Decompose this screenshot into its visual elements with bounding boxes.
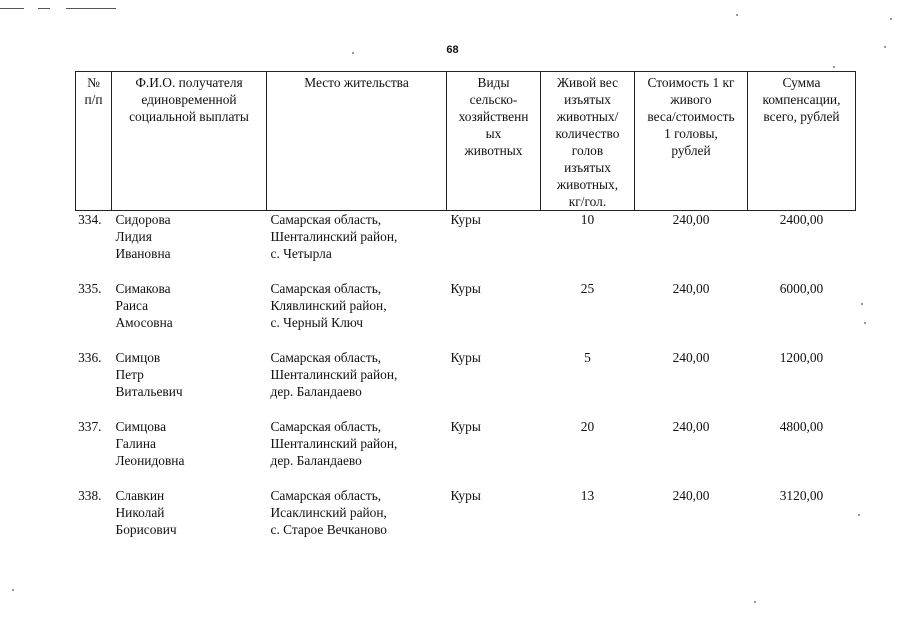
animal-type: Куры bbox=[450, 212, 481, 227]
scan-speck bbox=[861, 303, 863, 305]
recipient-name: Симакова Раиса Амосовна bbox=[115, 280, 173, 330]
animal-type: Куры bbox=[450, 418, 481, 434]
compensation-table-wrap bbox=[75, 71, 856, 556]
animal-quantity: 13 bbox=[580, 487, 595, 503]
total-compensation: 1200,00 bbox=[779, 349, 824, 365]
recipient-name: Симцова Галина Леонидовна bbox=[115, 418, 185, 468]
row-number: 334. bbox=[78, 212, 102, 227]
header-recipient-name-label: Ф.И.О. получателя единовременной социальной выплаты bbox=[129, 75, 249, 124]
total-compensation: 2400,00 bbox=[779, 212, 824, 227]
unit-price: 240,00 bbox=[672, 280, 710, 296]
unit-price: 240,00 bbox=[672, 418, 710, 434]
header-recipient-name bbox=[112, 72, 267, 211]
header-residence bbox=[267, 72, 447, 211]
scan-mark-line bbox=[0, 8, 24, 9]
residence: Самарская область, Шенталинский район, дер. Баландаево bbox=[270, 418, 398, 468]
unit-price: 240,00 bbox=[672, 487, 710, 503]
table-row bbox=[76, 280, 856, 349]
total-compensation: 6000,00 bbox=[779, 280, 824, 296]
header-quantity-label: Живой вес изъятых животных/ количество голов изъятых животных, кг/гол. bbox=[555, 75, 620, 209]
row-number: 338. bbox=[78, 487, 102, 503]
total-compensation: 4800,00 bbox=[779, 418, 824, 434]
total-compensation: 3120,00 bbox=[779, 487, 824, 503]
header-total bbox=[748, 72, 856, 211]
header-number bbox=[76, 72, 112, 211]
residence: Самарская область, Исаклинский район, с. Старое Вечканово bbox=[270, 487, 388, 537]
table-row bbox=[76, 349, 856, 418]
scan-speck bbox=[833, 66, 835, 68]
header-animal-type bbox=[447, 72, 541, 211]
header-unit-price bbox=[635, 72, 748, 211]
page-number bbox=[0, 44, 905, 56]
row-number: 336. bbox=[78, 349, 102, 365]
animal-type: Куры bbox=[450, 487, 481, 503]
header-number-label: № п/п bbox=[84, 75, 103, 107]
table-row bbox=[76, 211, 856, 280]
unit-price: 240,00 bbox=[672, 212, 710, 227]
scan-speck bbox=[736, 14, 738, 16]
scan-speck bbox=[12, 589, 14, 591]
unit-price: 240,00 bbox=[672, 349, 710, 365]
residence: Самарская область, Шенталинский район, с. Четырла bbox=[270, 212, 398, 261]
header-total-label: Сумма компенсации, всего, рублей bbox=[762, 75, 841, 124]
residence: Самарская область, Шенталинский район, дер. Баландаево bbox=[270, 349, 398, 399]
animal-type: Куры bbox=[450, 280, 481, 296]
residence: Самарская область, Клявлинский район, с. Черный Ключ bbox=[270, 280, 387, 330]
table-row bbox=[76, 487, 856, 556]
animal-quantity: 10 bbox=[580, 212, 595, 227]
animal-type: Куры bbox=[450, 349, 481, 365]
header-quantity bbox=[541, 72, 635, 211]
table-header-row bbox=[76, 72, 856, 211]
header-residence-label: Место жительства bbox=[304, 75, 409, 90]
header-unit-price-label: Стоимость 1 кг живого веса/стоимость 1 головы, рублей bbox=[647, 75, 735, 158]
recipient-name: Симцов Петр Витальевич bbox=[115, 349, 183, 399]
scan-speck bbox=[858, 514, 860, 516]
scan-speck bbox=[754, 601, 756, 603]
recipient-name: Сидорова Лидия Ивановна bbox=[115, 212, 171, 261]
recipient-name: Славкин Николай Борисович bbox=[115, 487, 177, 537]
row-number: 335. bbox=[78, 280, 102, 296]
animal-quantity: 5 bbox=[584, 349, 591, 365]
animal-quantity: 20 bbox=[580, 418, 595, 434]
scan-speck bbox=[890, 18, 892, 20]
table-row bbox=[76, 418, 856, 487]
row-number: 337. bbox=[78, 418, 102, 434]
scan-mark-line bbox=[38, 8, 50, 9]
animal-quantity: 25 bbox=[580, 280, 595, 296]
scan-speck bbox=[864, 322, 866, 324]
compensation-table bbox=[75, 71, 856, 556]
page-number-text: 68 bbox=[446, 44, 459, 56]
scan-mark-line bbox=[66, 8, 116, 9]
header-animal-type-label: Виды сельско- хозяйственн ых животных bbox=[458, 75, 529, 158]
